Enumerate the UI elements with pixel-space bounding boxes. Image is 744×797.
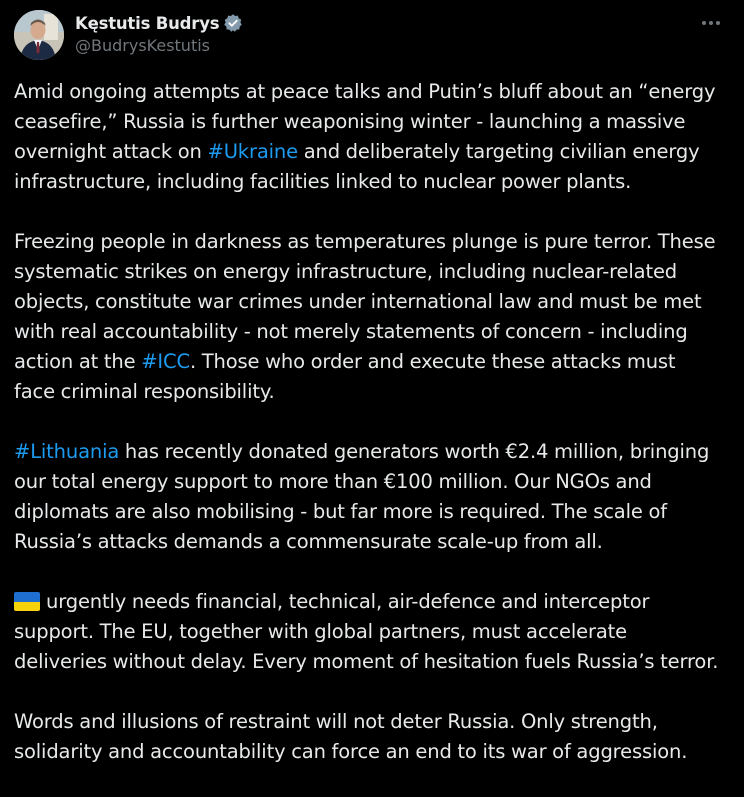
text-line [14, 437, 732, 467]
text-segment: overnight attack on [14, 140, 208, 163]
text-line: systematic strikes on energy infrastructure, including nuclear-related [14, 260, 678, 283]
paragraph-2 [14, 227, 732, 407]
avatar[interactable] [14, 10, 64, 60]
text-line: Russia’s attacks demands a commensurate scale-up from all. [14, 530, 603, 553]
author-names [75, 11, 243, 57]
avatar-photo-icon [14, 10, 64, 60]
paragraph-4 [14, 587, 732, 677]
text-line: Amid ongoing attempts at peace talks and Putin’s bluff about an “energy [14, 80, 716, 103]
text-line: diplomats are also mobilising - but far more is required. The scale of [14, 500, 667, 523]
text-segment: has recently donated generators worth €2.4 million, bringing [119, 440, 710, 463]
paragraph-5 [14, 707, 732, 767]
text-line: Freezing people in darkness as temperatures plunge is pure terror. These [14, 230, 716, 253]
text-line: support. The EU, together with global partners, must accelerate [14, 620, 627, 643]
text-segment: action at the [14, 350, 142, 373]
text-segment: . Those who order and execute these attacks must [189, 350, 676, 373]
paragraph-3 [14, 437, 732, 557]
handle[interactable]: @BudrysKestutis [75, 36, 210, 55]
hashtag-icc-link[interactable]: #ICC [141, 350, 190, 373]
verified-badge-icon[interactable] [223, 13, 243, 33]
name-row [75, 11, 243, 35]
text-line [14, 347, 732, 377]
display-name[interactable]: Kęstutis Budrys [75, 13, 220, 33]
text-line: solidarity and accountability can force an end to its war of aggression. [14, 740, 688, 763]
tweet-header [14, 10, 730, 60]
ukraine-flag-icon [14, 592, 40, 611]
text-line: Words and illusions of restraint will not deter Russia. Only strength, [14, 710, 658, 733]
tweet-text [14, 77, 732, 797]
paragraph-1 [14, 77, 732, 197]
text-line [14, 137, 732, 167]
text-segment: urgently needs financial, technical, air-defence and interceptor [46, 590, 650, 613]
text-line: deliveries without delay. Every moment of hesitation fuels Russia’s terror. [14, 650, 719, 673]
text-line: face criminal responsibility. [14, 380, 275, 403]
text-line [14, 587, 732, 617]
hashtag-lithuania-link[interactable]: #Lithuania [14, 440, 120, 463]
text-line: with real accountability - not merely statements of concern - including [14, 320, 688, 343]
text-line: objects, constitute war crimes under international law and must be met [14, 290, 702, 313]
text-line: ceasefire,” Russia is further weaponising winter - launching a massive [14, 110, 686, 133]
hashtag-ukraine-link[interactable]: #Ukraine [207, 140, 298, 163]
text-segment: and deliberately targeting civilian energy [297, 140, 700, 163]
text-line: our total energy support to more than €100 million. Our NGOs and [14, 470, 652, 493]
more-horizontal-icon[interactable] [698, 12, 724, 34]
text-line: infrastructure, including facilities linked to nuclear power plants. [14, 170, 632, 193]
